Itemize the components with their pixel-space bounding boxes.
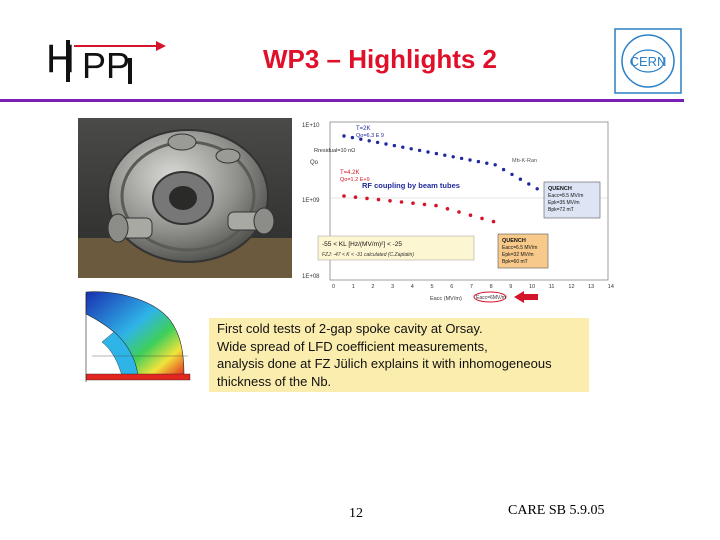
quench1-epk: Epk=35 MV/m: [548, 200, 580, 206]
label-rres: Rresidual=10 nΩ: [314, 148, 356, 154]
series-2k-point: [418, 149, 421, 152]
page-number: 12: [349, 506, 363, 521]
series-4-2k-point: [469, 213, 473, 217]
q0-vs-eacc-plot: [300, 116, 612, 306]
x-tick-label: 8: [489, 284, 493, 290]
series-4-2k-point: [354, 195, 358, 199]
summary-line-4: thickness of the Nb.: [217, 373, 332, 389]
quench2-bpk: Bpk=60 mT: [502, 259, 528, 265]
quench2-title: QUENCH: [502, 238, 526, 244]
x-tick-label: 3: [391, 284, 395, 290]
x-tick-label: 11: [548, 284, 555, 290]
summary-line-1: First cold tests of 2-gap spoke cavity at Orsay.: [217, 321, 483, 336]
series-4-2k-point: [434, 204, 438, 208]
x-tick-label: 1: [351, 284, 355, 290]
x-tick-label: 10: [529, 284, 536, 290]
series-4-2k-point: [365, 197, 369, 201]
series-4-2k-point: [492, 220, 496, 224]
y-tick-1e10: 1E+10: [302, 123, 320, 129]
hippi-logo-pp: PP: [82, 45, 131, 86]
summary-line-2: Wide spread of LFD coefficient measurements,: [217, 338, 488, 354]
y-tick-1e08: 1E+08: [302, 274, 320, 280]
summary-line-3: analysis done at FZ Jülich explains it with inhomogeneous: [217, 356, 552, 371]
series-2k-point: [477, 160, 480, 163]
label-fzj: FZJ: -47 < K < -31 calculated (C.Zaplatin): [322, 252, 414, 258]
series-2k-point: [342, 134, 345, 137]
eacc-mark: Eacc=6MV/m: [476, 295, 506, 301]
label-klfd: -55 < KL [Hz/(MV/m)²] < -25: [322, 241, 402, 248]
series-2k-point: [376, 141, 379, 144]
x-tick-label: 5: [430, 284, 434, 290]
y-tick-1e09: 1E+09: [302, 198, 320, 204]
quench1-bpk: Bpk=72 mT: [548, 207, 574, 213]
series-2k-point: [536, 187, 539, 190]
x-tick-label: 2: [371, 284, 375, 290]
series-2k-point: [426, 150, 429, 153]
cern-logo: [614, 28, 682, 94]
series-2k-point: [460, 157, 463, 160]
series-4-2k-point: [377, 198, 381, 202]
series-2k-point: [401, 146, 404, 149]
series-2k-point: [368, 139, 371, 142]
footer-meeting: CARE SB 5.9.05: [508, 503, 605, 518]
series-2k-point: [502, 168, 505, 171]
label-q0-42k: Qo=1.2 E+9: [340, 177, 370, 183]
label-q0-2k: Qo=6.3 E 9: [356, 133, 384, 139]
hippi-logo-h: H: [46, 37, 75, 81]
quench1-eacc: Eacc=8.5 MV/m: [548, 193, 584, 199]
series-2k-point: [468, 158, 471, 161]
x-tick-label: 14: [607, 284, 614, 290]
series-2k-point: [485, 162, 488, 165]
series-4-2k-point: [480, 217, 484, 221]
series-2k-point: [384, 142, 387, 145]
x-tick-label: 0: [332, 284, 336, 290]
series-4-2k-point: [411, 201, 415, 205]
x-tick-label: 13: [588, 284, 595, 290]
series-2k-point: [443, 154, 446, 157]
slide-title: WP3 – Highlights 2: [262, 44, 498, 74]
label-mb: Mb-K-Ran: [512, 158, 538, 164]
quench1-title: QUENCH: [548, 186, 572, 192]
y-axis-label: Qo: [310, 160, 319, 166]
series-2k-point: [393, 144, 396, 147]
quench2-eacc: Eacc=6.5 MV/m: [502, 245, 538, 251]
series-4-2k-point: [388, 199, 392, 203]
label-t42k: T=4.2K: [340, 170, 360, 176]
series-2k-point: [351, 136, 354, 139]
x-ticks: [332, 284, 614, 290]
x-tick-label: 6: [450, 284, 454, 290]
series-2k-point: [452, 155, 455, 158]
summary-textbox: [209, 318, 589, 392]
series-2k-point: [410, 147, 413, 150]
x-tick-label: 7: [469, 284, 473, 290]
series-4-2k-point: [457, 210, 461, 214]
series-4-2k-point: [423, 203, 427, 207]
series-2k-point: [527, 182, 530, 185]
series-4-2k-point: [400, 200, 404, 204]
series-4-2k-point: [342, 194, 346, 198]
header-divider: [0, 99, 684, 102]
hippi-logo: [44, 28, 174, 88]
x-tick-label: 9: [509, 284, 513, 290]
spoke-cavity-photo: [78, 118, 292, 278]
x-axis-label: Eacc (MV/m): [430, 296, 462, 302]
x-tick-label: 4: [410, 284, 414, 290]
series-2k-point: [510, 173, 513, 176]
label-rf-coupling: RF coupling by beam tubes: [362, 181, 460, 190]
label-t2k: T=2K: [356, 126, 371, 132]
fem-simulation-image: [78, 286, 198, 388]
series-2k-point: [494, 163, 497, 166]
quench2-epk: Epk=32 MV/m: [502, 252, 534, 258]
series-4-2k-point: [446, 207, 450, 211]
cern-logo-text: CERN: [629, 54, 667, 69]
x-tick-label: 12: [568, 284, 575, 290]
series-2k-point: [519, 178, 522, 181]
series-2k-point: [435, 152, 438, 155]
